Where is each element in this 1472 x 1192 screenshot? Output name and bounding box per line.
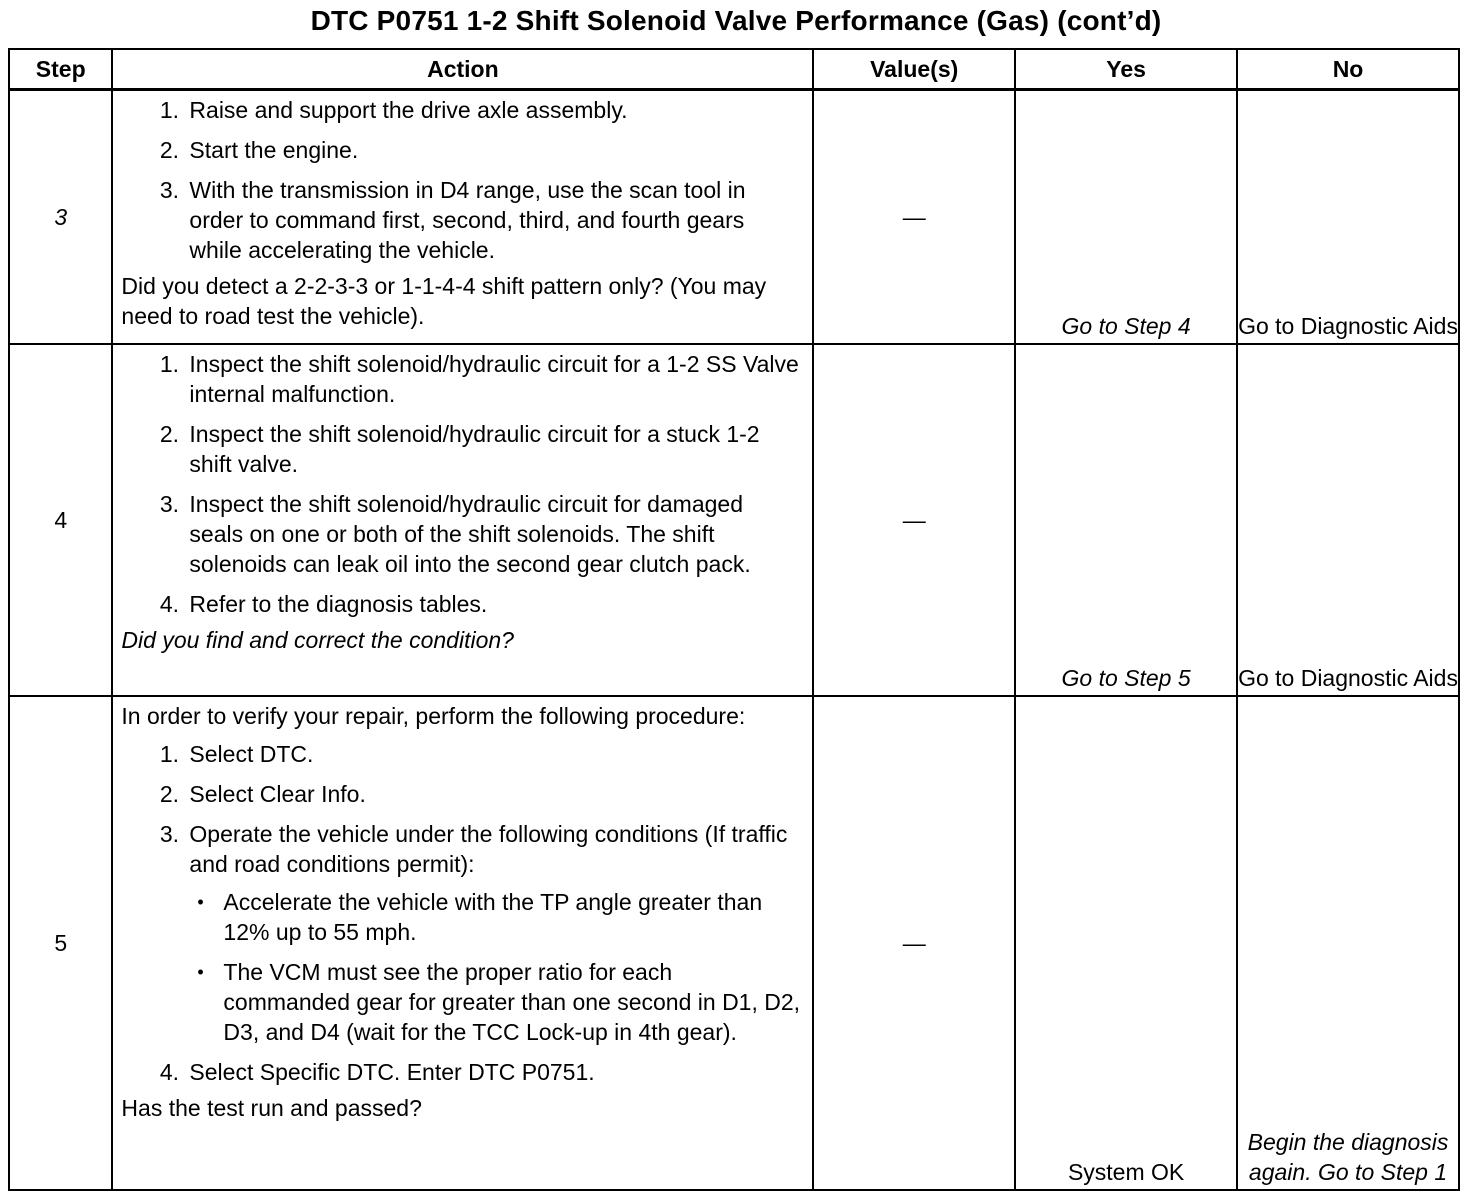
step-number-text: 3 — [54, 204, 68, 230]
action-step: 2. Inspect the shift solenoid/hydraulic circuit for a stuck 1-2 shift valve. — [185, 419, 802, 479]
table-row-step-5 — [9, 696, 1459, 1190]
action-intro: In order to verify your repair, perform the following procedure: — [121, 703, 746, 729]
value-cell: — — [813, 90, 1015, 345]
action-step-text: Operate the vehicle under the following conditions (If traffic and road conditions permit): — [189, 821, 788, 877]
action-step: 2. Start the engine. — [185, 135, 802, 165]
condition-bullet: • Accelerate the vehicle with the TP angle greater than 12% up to 55 mph. — [223, 887, 802, 947]
action-step: 3. With the transmission in D4 range, use the scan tool in order to command first, second, third, and fourth gears while accelerating the vehicle. — [185, 175, 802, 265]
page-title: DTC P0751 1-2 Shift Solenoid Valve Performance (Gas) (cont’d) — [310, 5, 1162, 36]
condition-bullet: • The VCM must see the proper ratio for each commanded gear for greater than one second in D1, D2, D3, and D4 (wait for the TCC Lock-up in 4th gear). — [223, 957, 802, 1047]
action-step: 2. Select Clear Info. — [185, 779, 802, 809]
action-steps — [121, 739, 802, 1087]
action-step: 1. Inspect the shift solenoid/hydraulic circuit for a 1-2 SS Valve internal malfunction. — [185, 349, 802, 409]
header-values: Value(s) — [813, 49, 1015, 90]
table-row-step-4 — [9, 344, 1459, 696]
yes-cell: Go to Step 5 — [1015, 344, 1237, 696]
action-cell — [112, 344, 813, 696]
action-step: 4. Refer to the diagnosis tables. — [185, 589, 802, 619]
action-question: Did you find and correct the condition? — [121, 627, 514, 653]
header-no: No — [1237, 49, 1459, 90]
table-header-row — [9, 49, 1459, 90]
action-step — [185, 819, 802, 1047]
yes-cell: Go to Step 4 — [1015, 90, 1237, 345]
header-action: Action — [112, 49, 813, 90]
yes-cell: System OK — [1015, 696, 1237, 1190]
value-cell: — — [813, 696, 1015, 1190]
step-number: 5 — [9, 696, 112, 1190]
action-step: 1. Select DTC. — [185, 739, 802, 769]
action-cell — [112, 696, 813, 1190]
action-cell — [112, 90, 813, 345]
action-step: 3. Inspect the shift solenoid/hydraulic circuit for damaged seals on one or both of the shift solenoids. The shift solenoids can leak oil into the second gear clutch pack. — [185, 489, 802, 579]
step-number: 4 — [9, 344, 112, 696]
no-cell: Go to Diagnostic Aids — [1237, 90, 1459, 345]
action-step: 4. Select Specific DTC. Enter DTC P0751. — [185, 1057, 802, 1087]
table-row-step-3 — [9, 90, 1459, 345]
action-step: 1. Raise and support the drive axle assembly. — [185, 95, 802, 125]
diagnostic-table — [8, 48, 1460, 1191]
condition-bullets — [189, 887, 802, 1047]
value-cell: — — [813, 344, 1015, 696]
header-yes: Yes — [1015, 49, 1237, 90]
action-steps — [121, 95, 802, 265]
header-step: Step — [9, 49, 112, 90]
action-question: Did you detect a 2-2-3-3 or 1-1-4-4 shift pattern only? (You may need to road test the vehicle). — [121, 273, 767, 329]
step-number — [9, 90, 112, 345]
action-steps — [121, 349, 802, 619]
no-cell: Go to Diagnostic Aids — [1237, 344, 1459, 696]
action-question: Has the test run and passed? — [121, 1095, 422, 1121]
no-cell: Begin the diagnosis again. Go to Step 1 — [1237, 696, 1459, 1190]
